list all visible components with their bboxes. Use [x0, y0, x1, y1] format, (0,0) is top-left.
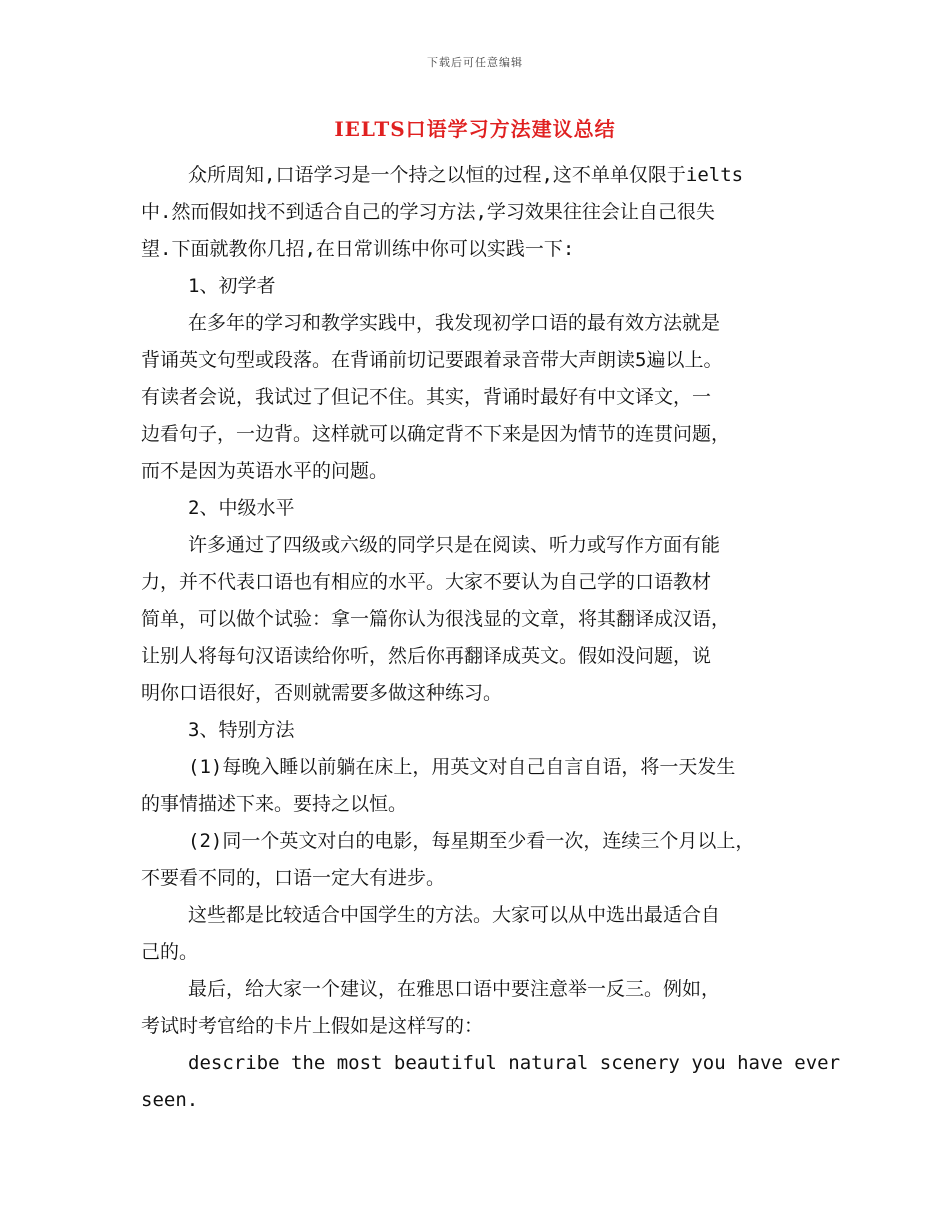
- paragraph-line: 明你口语很好，否则就需要多做这种练习。: [141, 682, 503, 704]
- paragraph-line: 力，并不代表口语也有相应的水平。大家不要认为自己学的口语教材: [141, 571, 712, 593]
- paragraph-line: 众所周知,口语学习是一个持之以恒的过程,这不单单仅限于ielts: [188, 164, 744, 186]
- section-heading: 2、中级水平: [188, 497, 295, 519]
- paragraph-line: 最后，给大家一个建议，在雅思口语中要注意举一反三。例如，: [188, 978, 721, 1000]
- paragraph-line: 有读者会说，我试过了但记不住。其实，背诵时最好有中文译文，一: [141, 386, 712, 408]
- paragraph-line: 在多年的学习和教学实践中，我发现初学口语的最有效方法就是: [188, 312, 721, 334]
- paragraph-line: (1)每晚入睡以前躺在床上，用英文对自己自言自语，将一天发生: [188, 756, 736, 778]
- paragraph-line: 这些都是比较适合中国学生的方法。大家可以从中选出最适合自: [188, 904, 721, 926]
- paragraph-line: seen.: [141, 1089, 199, 1111]
- paragraph-line: 望.下面就教你几招,在日常训练中你可以实践一下:: [141, 238, 575, 260]
- paragraph-line: 而不是因为英语水平的问题。: [141, 460, 389, 482]
- paragraph-line: 边看句子，一边背。这样就可以确定背不下来是因为情节的连贯问题，: [141, 423, 731, 445]
- paragraph-line: 的事情描述下来。要持之以恒。: [141, 793, 408, 815]
- paragraph-line: 许多通过了四级或六级的同学只是在阅读、听力或写作方面有能: [188, 534, 721, 556]
- paragraph-line: (2)同一个英文对白的电影，每星期至少看一次，连续三个月以上，: [188, 830, 755, 852]
- paragraph-line: 己的。: [141, 941, 199, 963]
- document-title: IELTS口语学习方法建议总结: [334, 117, 616, 141]
- paragraph-line: 考试时考官给的卡片上假如是这样写的：: [141, 1015, 484, 1037]
- paragraph-line: 中.然而假如找不到适合自己的学习方法,学习效果往往会让自己很失: [141, 201, 715, 223]
- section-heading: 3、特别方法: [188, 719, 295, 741]
- paragraph-line: 背诵英文句型或段落。在背诵前切记要跟着录音带大声朗读5遍以上。: [141, 349, 723, 371]
- paragraph-line: 简单，可以做个试验：拿一篇你认为很浅显的文章，将其翻译成汉语，: [141, 608, 731, 630]
- header-note: 下载后可任意编辑: [427, 56, 523, 69]
- paragraph-line: describe the most beautiful natural scenery you have ever: [188, 1052, 841, 1074]
- section-heading: 1、初学者: [188, 275, 276, 297]
- paragraph-line: 不要看不同的，口语一定大有进步。: [141, 867, 446, 889]
- paragraph-line: 让别人将每句汉语读给你听，然后你再翻译成英文。假如没问题，说: [141, 645, 712, 667]
